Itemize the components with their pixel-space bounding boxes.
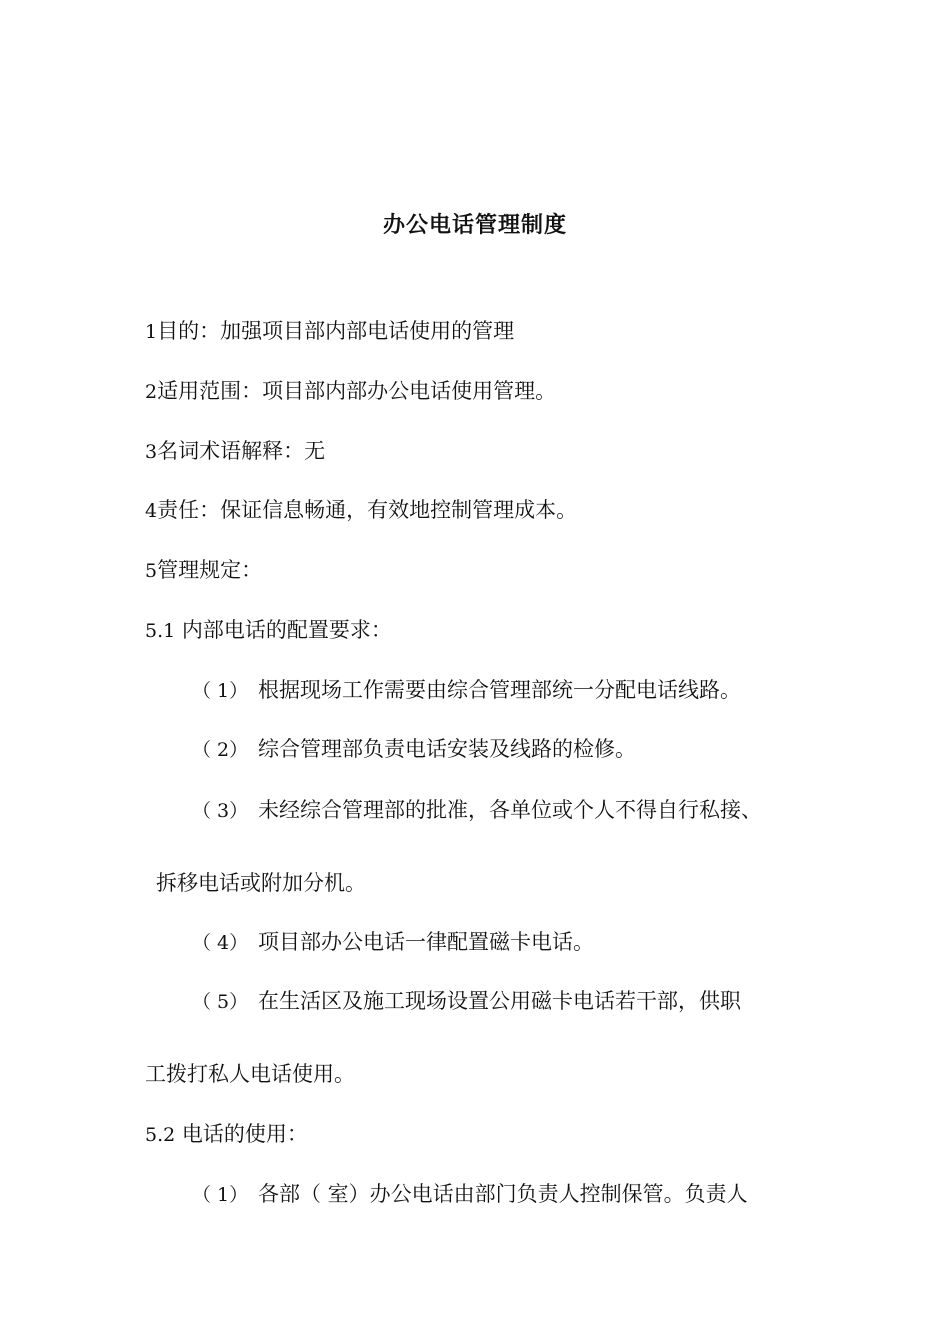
section-4-responsibility	[145, 497, 577, 524]
item-text: 项目部办公电话一律配置磁卡电话。	[258, 930, 594, 954]
section-text: 目的：加强项目部内部电话使用的管理	[157, 319, 515, 343]
section-text: 名词术语解释：无	[157, 439, 326, 463]
section-number: 4	[145, 500, 158, 522]
item-text: 在生活区及施工现场设置公用磁卡电话若干部，供职	[258, 989, 741, 1013]
section-text: 责任：保证信息畅通，有效地控制管理成本。	[157, 498, 578, 522]
section-1-purpose	[145, 318, 514, 345]
section-number: 1	[145, 321, 158, 343]
section-2-scope	[145, 378, 556, 405]
document-title: 办公电话管理制度	[382, 213, 567, 238]
item-number: （ 1）	[192, 1184, 249, 1206]
section-text: 适用范围：项目部内部办公电话使用管理。	[157, 379, 557, 403]
section-number: 3	[145, 441, 158, 463]
section-text: 内部电话的配置要求：	[175, 618, 392, 642]
item-5-1-5-continued	[145, 1061, 355, 1087]
item-5-1-1	[192, 677, 741, 704]
item-number: （ 2）	[192, 739, 249, 761]
section-5-2-heading	[145, 1121, 308, 1148]
item-5-1-5	[192, 988, 741, 1015]
item-5-2-1	[192, 1181, 748, 1208]
item-number: （ 4）	[192, 932, 249, 954]
item-number: （ 1）	[192, 680, 249, 702]
item-text: 工拨打私人电话使用。	[145, 1062, 355, 1086]
item-text: 拆移电话或附加分机。	[156, 871, 366, 895]
section-text: 管理规定：	[157, 558, 263, 582]
item-5-1-3-continued	[156, 870, 366, 896]
item-text: 各部（ 室）办公电话由部门负责人控制保管。负责人	[258, 1182, 748, 1206]
item-5-1-3	[192, 797, 762, 824]
item-text: 根据现场工作需要由综合管理部统一分配电话线路。	[258, 678, 741, 702]
section-number: 5.2	[145, 1124, 176, 1146]
item-number: （ 5）	[192, 991, 249, 1013]
item-number: （ 3）	[192, 800, 249, 822]
item-text: 综合管理部负责电话安装及线路的检修。	[258, 737, 636, 761]
section-text: 电话的使用：	[175, 1122, 308, 1146]
section-5-1-heading	[145, 617, 392, 644]
item-text: 未经综合管理部的批准，各单位或个人不得自行私接、	[258, 798, 762, 822]
section-3-terms	[145, 438, 325, 465]
item-5-1-4	[192, 929, 594, 956]
item-5-1-2	[192, 736, 636, 763]
section-number: 5.1	[145, 620, 176, 642]
section-5-rules	[145, 557, 262, 584]
section-number: 2	[145, 381, 158, 403]
section-number: 5	[145, 560, 158, 582]
